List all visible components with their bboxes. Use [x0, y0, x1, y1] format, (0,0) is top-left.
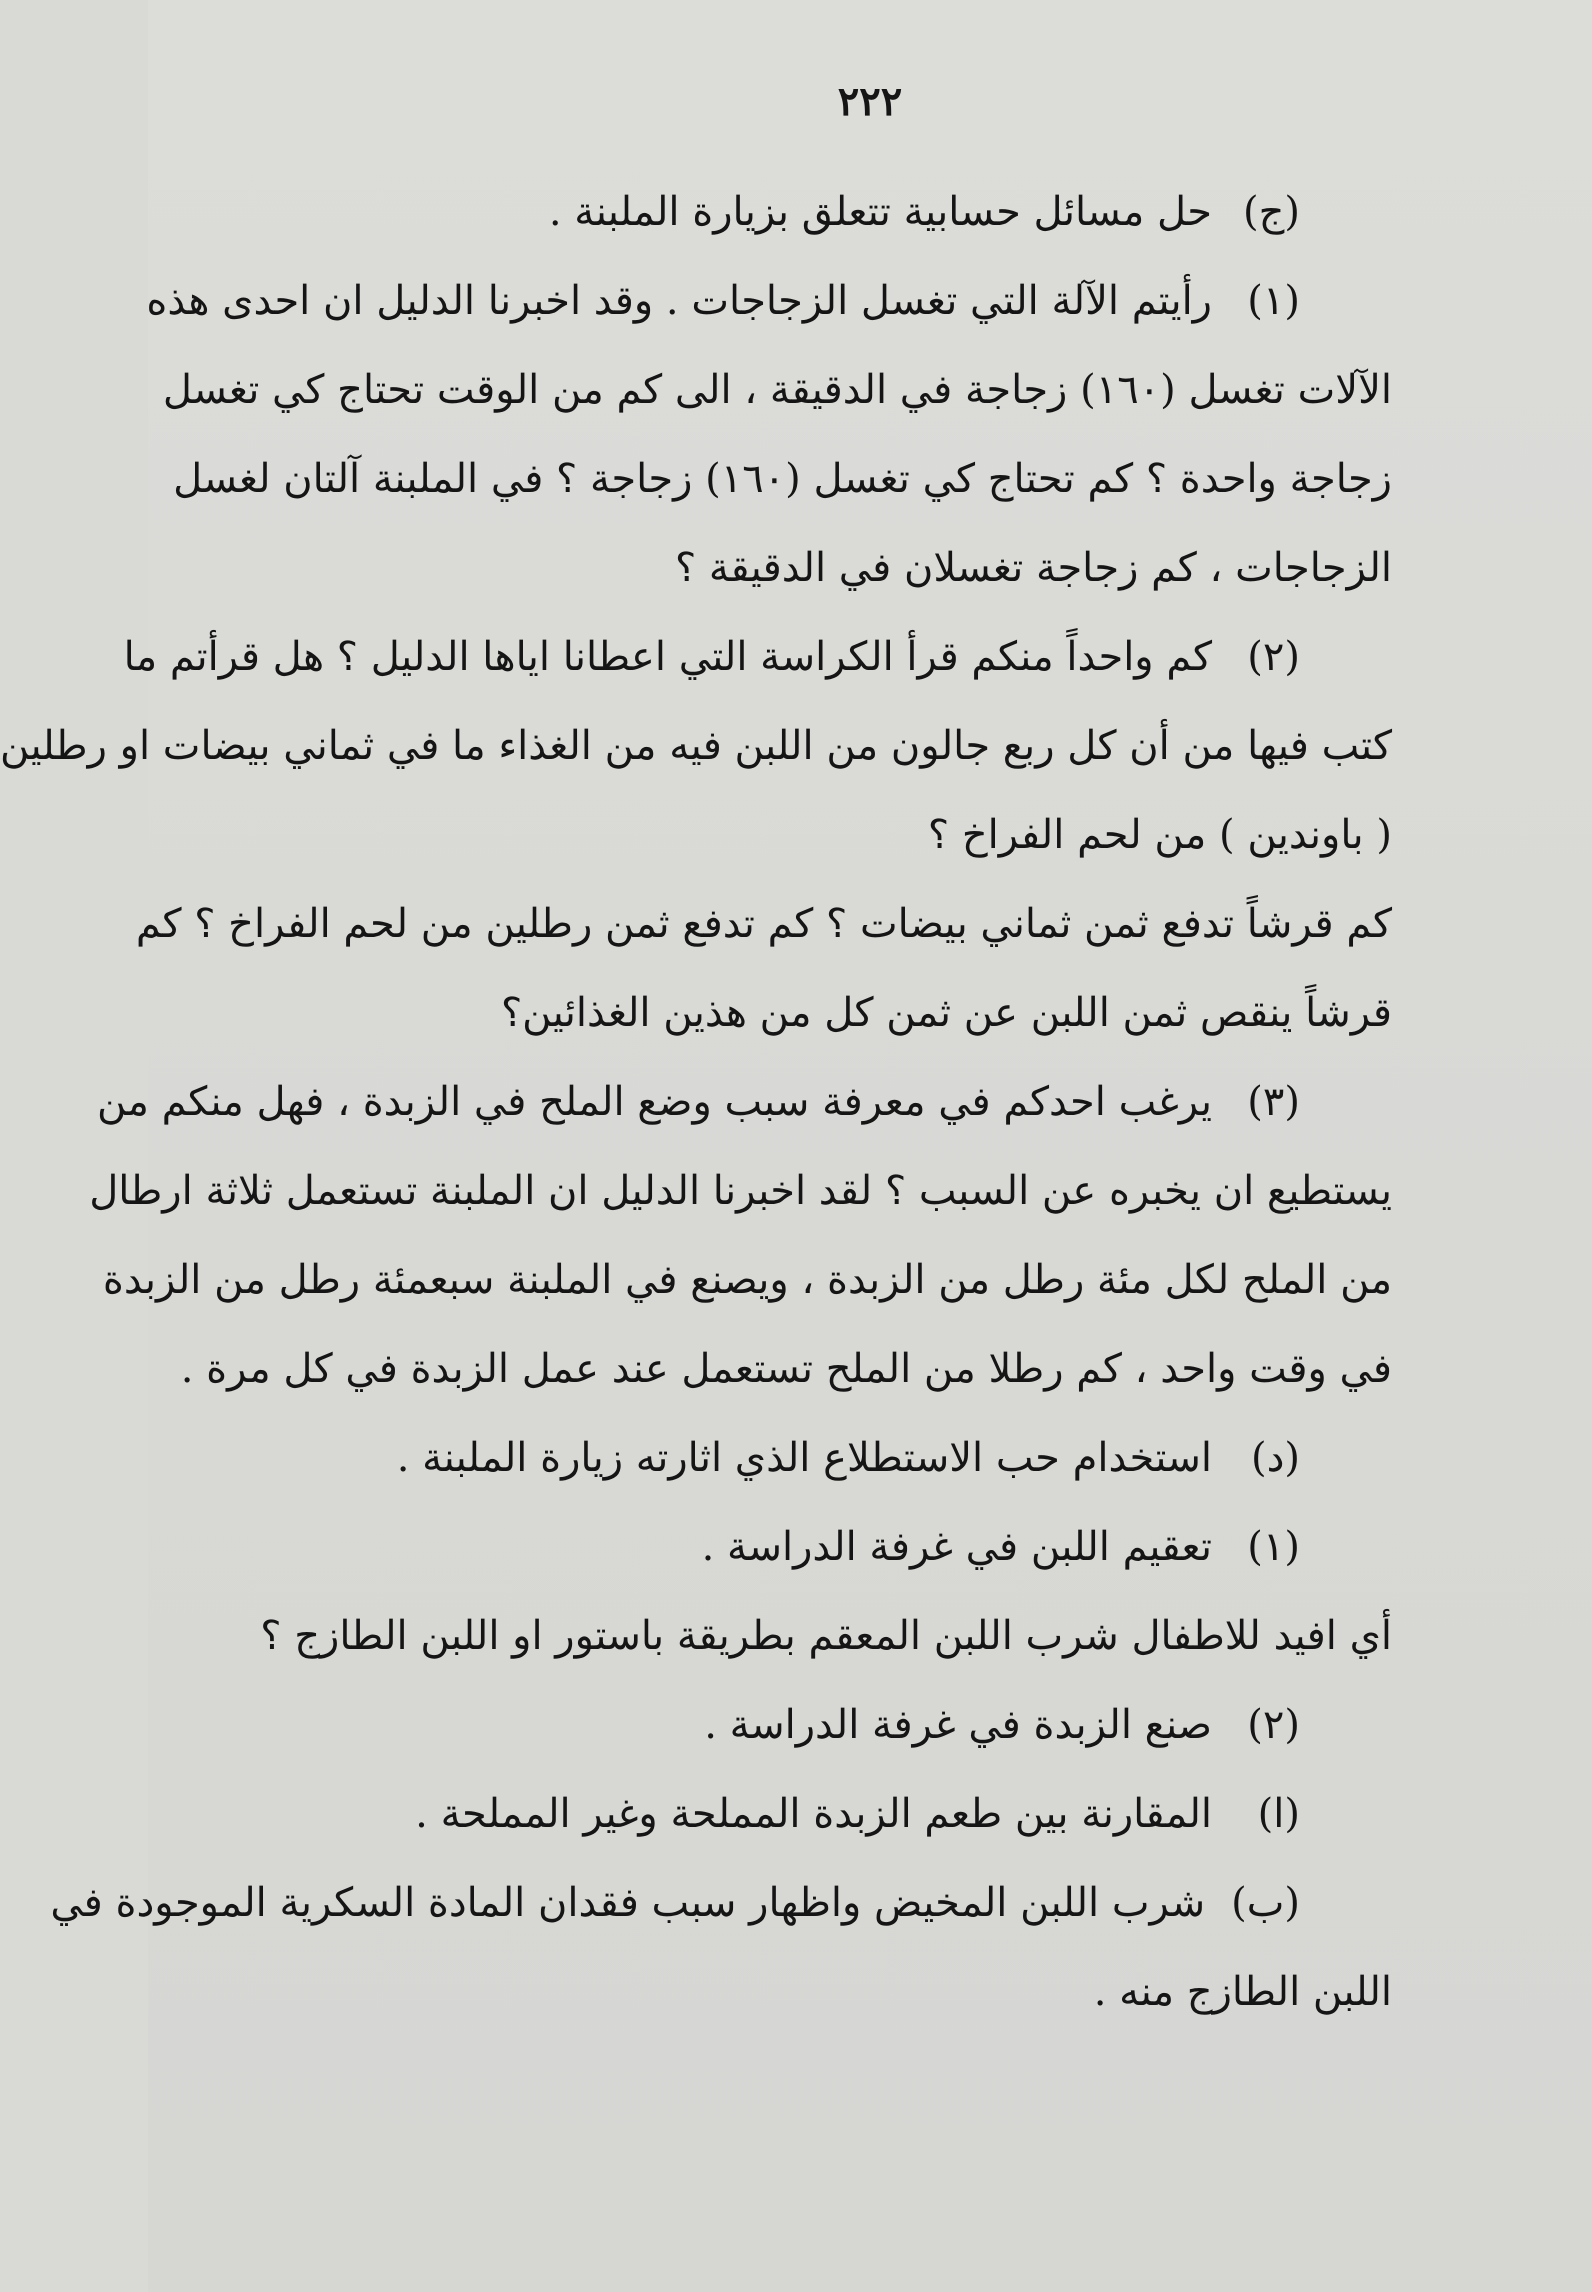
paragraph-line — [135, 880, 1392, 969]
paragraph-line — [260, 1592, 1392, 1681]
paragraph-line — [162, 346, 1392, 435]
list-item — [296, 1770, 1392, 1859]
line-text: ( باوندين ) من لحم الفراخ ؟ — [927, 812, 1392, 858]
heading-d — [296, 1414, 1392, 1503]
paragraph-line — [0, 702, 1392, 791]
line-text: رأيتم الآلة التي تغسل الزجاجات . وقد اخبرنا الدليل ان احدى هذه — [146, 278, 1212, 324]
paragraph-line — [296, 791, 1392, 880]
item-label: (٢) — [1247, 634, 1300, 680]
line-text: كم قرشاً تدفع ثمن ثماني بيضات ؟ كم تدفع ثمن رطلين من لحم الفراخ ؟ كم — [135, 901, 1392, 947]
item-label: (٣) — [1247, 1079, 1300, 1125]
paragraph-line — [296, 969, 1392, 1058]
line-text: استخدام حب الاستطلاع الذي اثارته زيارة الملبنة . — [396, 1435, 1212, 1481]
line-text: اللبن الطازج منه . — [1093, 1969, 1392, 2015]
line-text: يرغب احدكم في معرفة سبب وضع الملح في الزبدة ، فهل منكم من — [97, 1079, 1212, 1125]
line-text: قرشاً ينقص ثمن اللبن عن ثمن كل من هذين الغذائين؟ — [500, 990, 1392, 1036]
line-text: الزجاجات ، كم زجاجة تغسلان في الدقيقة ؟ — [674, 545, 1392, 591]
item-label: (ب) — [1231, 1880, 1300, 1926]
item-label: (ج) — [1242, 189, 1300, 235]
item-label: (١) — [1247, 1524, 1300, 1570]
paragraph-line — [180, 1325, 1392, 1414]
paragraph-line — [102, 1236, 1392, 1325]
paragraph-line — [123, 613, 1392, 702]
paragraph-line — [296, 1948, 1392, 2037]
page-number: ٢٢٢ — [837, 78, 903, 125]
paragraph-line — [89, 1147, 1392, 1236]
heading-c — [296, 168, 1392, 257]
paragraph-line — [97, 1058, 1392, 1147]
item-label: (د) — [1250, 1435, 1300, 1481]
paragraph-line — [296, 524, 1392, 613]
line-text: شرب اللبن المخيض واظهار سبب فقدان المادة السكرية الموجودة في — [50, 1880, 1206, 1926]
subheading — [296, 1681, 1392, 1770]
paragraph-line — [173, 435, 1392, 524]
item-label: (ا) — [1257, 1791, 1300, 1837]
line-text: من الملح لكل مئة رطل من الزبدة ، ويصنع في الملبنة سبعمئة رطل من الزبدة — [102, 1257, 1392, 1303]
line-text: الآلات تغسل (١٦٠) زجاجة في الدقيقة ، الى كم من الوقت تحتاج كي تغسل — [162, 367, 1392, 413]
line-text: في وقت واحد ، كم رطلا من الملح تستعمل عند عمل الزبدة في كل مرة . — [180, 1346, 1392, 1392]
line-text: يستطيع ان يخبره عن السبب ؟ لقد اخبرنا الدليل ان الملبنة تستعمل ثلاثة ارطال — [89, 1168, 1392, 1214]
page-body — [0, 168, 1392, 2037]
list-item — [50, 1859, 1392, 1948]
line-text: أي افيد للاطفال شرب اللبن المعقم بطريقة باستور او اللبن الطازج ؟ — [260, 1613, 1392, 1659]
line-text: صنع الزبدة في غرفة الدراسة . — [704, 1702, 1212, 1748]
line-text: حل مسائل حسابية تتعلق بزيارة الملبنة . — [548, 189, 1212, 235]
line-text: كم واحداً منكم قرأ الكراسة التي اعطانا اياها الدليل ؟ هل قرأتم ما — [123, 634, 1212, 680]
item-label: (١) — [1247, 278, 1300, 324]
line-text: زجاجة واحدة ؟ كم تحتاج كي تغسل (١٦٠) زجاجة ؟ في الملبنة آلتان لغسل — [173, 456, 1392, 502]
subheading — [296, 1503, 1392, 1592]
paragraph-line — [146, 257, 1392, 346]
line-text: المقارنة بين طعم الزبدة المملحة وغير المملحة . — [415, 1791, 1212, 1837]
line-text: كتب فيها من أن كل ربع جالون من اللبن فيه من الغذاء ما في ثماني بيضات او رطلين — [0, 723, 1392, 769]
line-text: تعقيم اللبن في غرفة الدراسة . — [701, 1524, 1212, 1570]
item-label: (٢) — [1247, 1702, 1300, 1748]
